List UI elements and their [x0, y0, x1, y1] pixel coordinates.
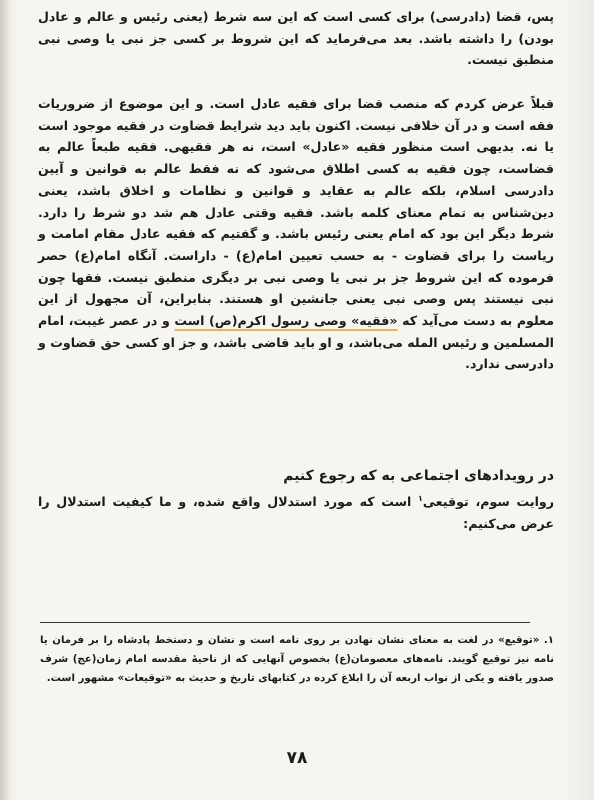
paragraph-2 — [38, 93, 554, 375]
page-number: ۷۸ — [286, 748, 308, 768]
paragraph-1-text: پس، قضا (دادرسی) برای کسی است که این سه شرط (یعنی رئیس و عالم و عادل بودن) را داشته باشد. بعد می‌فرماید که این شروط بر کسی جز نبی یا وصی نبی منطبق نیست. — [38, 9, 554, 68]
paragraph-3-after: است که مورد استدلال واقع شده، و ما کیفیت استدلال را عرض می‌کنیم: — [38, 494, 554, 531]
paragraph-2-before: قبلاً عرض کردم که منصب قضا برای فقیه عادل است. و این موضوع از ضروریات فقه است و در آن خلافی نیست. اکنون باید دید شرایط قضاوت در فقیه موجود است یا نه. بدیهی است منظور فقیه «عادل» است، نه هر فقیهی. فقیه طبعاً عالم به قضاست، چون فقیه به کسی اطلاق می‌شود که نه فقط عالم به قوانین و آیین دادرسی اسلام، بلکه عالم به عقاید و قوانین و نظامات و اخلاق باشد، یعنی دین‌شناس به تمام معنای کلمه باشد. فقیه وقتی عادل هم شد دو شرط را دارد. شرط دیگر این بود که امام یعنی رئیس باشد. و گفتیم که فقیه عادل مقام امامت و ریاست را برای قضاوت - به حسب تعیین امام(ع) - داراست. آنگاه امام(ع) حصر فرموده که این شروط جز بر نبی یا وصی نبی بر دیگری منطبق نیست. فقها چون نبی نیستند پس وصی نبی یعنی جانشین او هستند. بنابراین، آن مجهول از این معلوم به دست می‌آید که — [38, 96, 554, 329]
paragraph-2-text — [38, 93, 554, 375]
paragraph-1 — [38, 6, 554, 71]
page-gutter-shadow — [0, 0, 10, 800]
footnote: ۱. «توقیع» در لغت به معنای نشان نهادن بر روی نامه است و نشان و دستخط پادشاه را بر فرمان یا نامه نیز توقیع گویند. نامه‌های معصومان(ع) بخصوص آنهایی که از ناحیهٔ مقدسه امام زمان(عج) شرف صدور یافته و یکی از نواب اربعه آن را ابلاغ کرده در کتابهای تاریخ و حدیث به «توقیعات» مشهور است. — [40, 635, 554, 684]
paragraph-3 — [38, 491, 554, 534]
highlighted-phrase: «فقیه» وصی رسول اکرم(ص) است — [174, 313, 398, 329]
paragraph-3-text — [38, 491, 554, 534]
footnote-divider — [40, 622, 530, 623]
footnote-reference: ۱ — [418, 493, 423, 503]
paragraph-3-before: روایت سوم، توقیعی — [422, 494, 554, 509]
paragraph-2-after: و در عصر غیبت، امام المسلمین و رئیس المله می‌باشد، و او باید قاضی باشد، و جز او کسی حق قضاوت و دادرسی ندارد. — [38, 313, 554, 372]
section-heading: در رویدادهای اجتماعی به که رجوع کنیم — [283, 468, 554, 484]
